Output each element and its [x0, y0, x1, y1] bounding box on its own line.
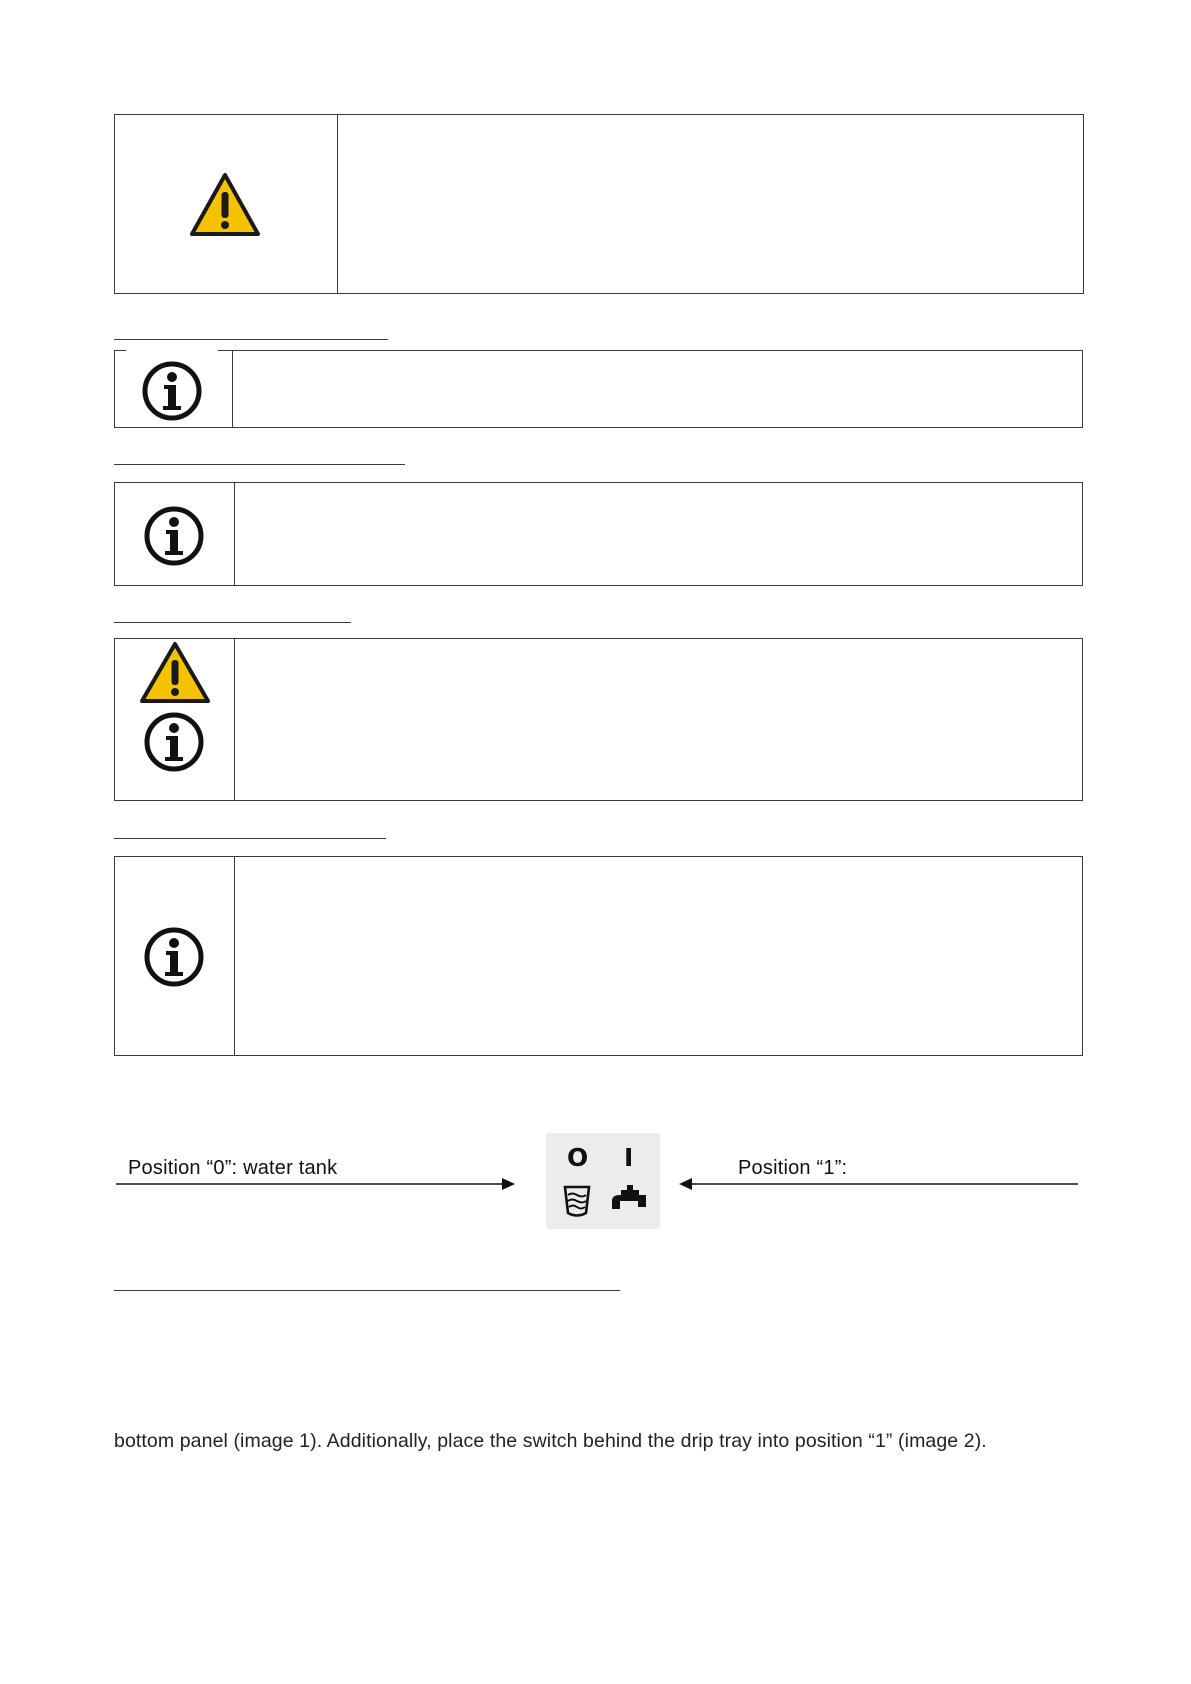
switch-image: [546, 1133, 660, 1229]
notice-divider: [234, 639, 235, 800]
water-tap-icon: [610, 1183, 648, 1217]
info-icon: [143, 926, 205, 988]
section-heading-rule: [114, 464, 405, 465]
section-heading-rule: [114, 622, 351, 623]
warning-icon: [189, 172, 261, 238]
arrow-right-icon: [114, 1177, 516, 1191]
switch-off-symbol: O: [567, 1143, 589, 1172]
notice-divider: [232, 350, 233, 427]
warning-info-notice-box: [114, 638, 1083, 801]
instruction-text: bottom panel (image 1). Additionally, place the switch behind the drip tray into position “1” (image 2).: [114, 1430, 987, 1452]
water-tank-icon: [562, 1183, 592, 1219]
info-notice-box: [114, 856, 1083, 1056]
info-notice-box: [114, 350, 1083, 428]
notice-divider: [234, 857, 235, 1055]
warning-icon: [139, 641, 211, 705]
warning-notice-box: [114, 114, 1084, 294]
position-0-label: Position “0”: water tank: [128, 1157, 338, 1179]
position-1-label: Position “1”:: [738, 1157, 848, 1179]
section-heading-rule: [114, 838, 386, 839]
notice-divider: [234, 483, 235, 585]
info-icon: [143, 711, 205, 773]
notice-divider: [337, 115, 338, 293]
switch-on-symbol: I: [624, 1143, 634, 1172]
info-notice-box: [114, 482, 1083, 586]
info-icon: [141, 360, 203, 422]
section-heading-rule: [114, 339, 388, 340]
info-icon: [143, 505, 205, 567]
section-heading-rule: [114, 1290, 620, 1291]
